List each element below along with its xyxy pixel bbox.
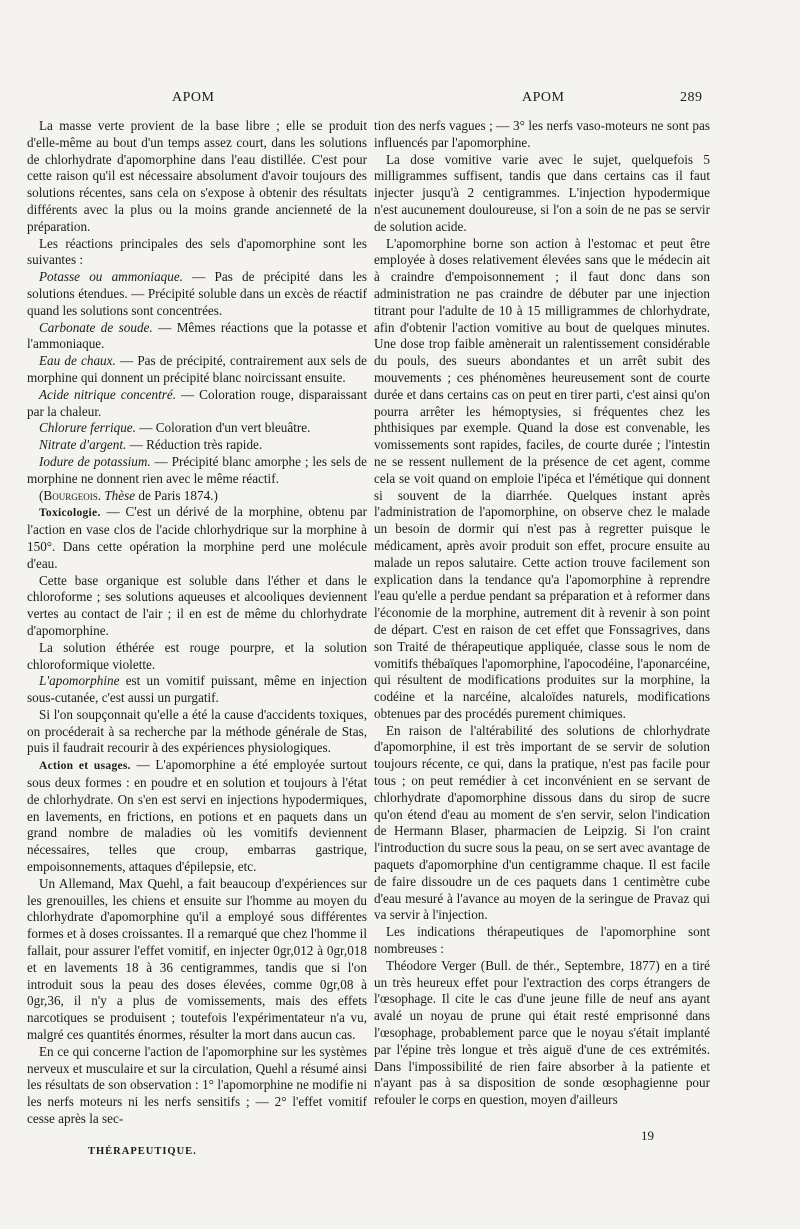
running-head-left: APOM	[172, 90, 215, 105]
lead-term: Eau de chaux.	[39, 353, 116, 369]
paragraph	[27, 504, 367, 572]
paragraph	[27, 488, 367, 505]
paragraph	[27, 118, 367, 236]
paragraph	[374, 723, 710, 925]
paragraph-text: Cette base organique est soluble dans l'éther et dans le chloroforme ; ses solutions aqueuses et alcooliques deviennent vertes au contact de l'air ; il en est de même du chlorhydrate d'apomorphine.	[27, 572, 367, 638]
lead-term: Acide nitrique concentré.	[39, 386, 177, 402]
paragraph-text: est un vomitif puissant, même en injection sous-cutanée, c'est aussi un purgatif.	[27, 673, 367, 706]
paragraph	[27, 640, 367, 674]
paragraph-text: La masse verte provient de la base libre ; elle se produit d'elle-même au bout d'un temps assez court, dans les solutions de chlorhydrate d'apomorphine dans l'eau distillée. C'est pour cette raison qu'il est nécessaire absolument d'avoir toujours des solutions récentes, sans cela on s'expose à obtenir des résultats différents avec la plus ou la moins grande ancienneté de la préparation.	[27, 118, 367, 234]
right-column	[374, 118, 710, 1109]
cite-sep: .	[97, 487, 105, 503]
paragraph	[374, 152, 710, 236]
paragraph-text: La dose vomitive varie avec le sujet, quelquefois 5 milligrammes suffisent, tandis que dans certains cas il faut injecter jusqu'à 2 centigrammes. L'injection hypodermique n'est aucunement douloureuse, si l'on a soin de ne pas se servir de solution acide.	[374, 151, 710, 234]
paragraph	[27, 387, 367, 421]
paragraph	[27, 420, 367, 437]
paragraph-text: L'apomorphine borne son action à l'estomac et peut être employée à doses relativement élevées sans que le médecin ait à craindre d'empoisonnement ; il faut donc dans son administration ne pas craindre de débuter par une injection titrant pour l'adulte de 10 à 15 milligrammes de chlorhydrate, afin d'obtenir l'action vomitive au bout de quelques minutes. Une dose trop faible amènerait un ralentissement considérable du pouls, des sueurs abondantes et un arrêt subit des mouvements ; ces phénomènes heureusement sont de courte durée et dans certains cas on peut en tirer parti, c'est ainsi qu'on pourra arrêter les hémoptysies, si fréquentes chez les phthisiques par exemple. Quand la dose est convenable, les vomissements sont rapides, faciles, de courte durée ; l'intestin ne se ressent nullement de la présence de cet agent, comme cela se voit quand on emploie l'ipéca et l'émétique qui donnent si souvent de la diarrhée. Quelques instant après l'administration de l'apomorphine, on observe chez le malade un besoin de dormir qui n'est pas à regretter puisque le médicament, après avoir produit son effet, procure ensuite au malade un repos salutaire. Cette action trouve facilement son explication dans la tendance qu'a l'apomorphine à reprendre l'eau qu'elle a perdue pendant sa préparation et à reformer dans l'économie de la morphine, autrement dit à revenir à son point de départ. C'est en raison de cet effet que Fonssagrives, dans son Traité de thérapeutique appliquée, classe sous le nom de vomitifs thébaïques l'apomorphine, l'apocodéine, l'aponarcéine, qui résultent de modifications produites sur la morphine, la codéine et la narcéine, alcaloïdes naturels, modifications obtenues par des procédés purement chimiques.	[374, 235, 710, 721]
paragraph-text: Si l'on soupçonnait qu'elle a été la cause d'accidents toxiques, on procéderait à sa recherche par la méthode générale de Stas, puis il faudrait recourir à des expériences physiologiques.	[27, 706, 367, 756]
paragraph-text: — C'est un dérivé de la morphine, obtenu par l'action en vase clos de l'acide chlorhydrique sur la morphine à 150°. Dans cette opération la morphine perd une molécule d'eau.	[27, 504, 367, 571]
paragraph	[27, 876, 367, 1044]
paragraph	[27, 320, 367, 354]
lead-term: Iodure de potassium.	[39, 453, 151, 469]
section-keyword: Toxicologie.	[39, 507, 101, 520]
paragraph	[374, 236, 710, 723]
paragraph	[374, 118, 710, 152]
paragraph	[27, 437, 367, 454]
lead-term: Carbonate de soude.	[39, 319, 153, 335]
paragraph	[27, 673, 367, 707]
paragraph-text: — Précipité blanc amorphe ; les sels de morphine ne donnent rien avec le même réactif.	[27, 453, 368, 486]
footer-book-title: THÉRAPEUTIQUE.	[88, 1146, 197, 1157]
lead-term: L'apomorphine	[39, 673, 120, 689]
paragraph-text: — Pas de précipité, contrairement aux sels de morphine qui donnent un précipité blanc noircissant ensuite.	[27, 353, 367, 385]
paragraph-text: — Coloration d'un vert bleuâtre.	[135, 420, 311, 436]
paragraph-text: La solution éthérée est rouge pourpre, et la solution chloroformique violette.	[27, 639, 367, 672]
citation-work: Thèse	[104, 487, 136, 503]
paragraph	[27, 269, 367, 319]
left-column	[27, 118, 367, 1128]
citation-author: Bourgeois	[43, 487, 98, 503]
lead-term: Potasse ou ammoniaque.	[39, 269, 183, 285]
paragraph-text: — Pas de précipité dans les solutions étendues. — Précipité soluble dans un excès de réactif quand les solutions sont concentrées.	[27, 269, 367, 318]
paragraph	[27, 236, 367, 270]
paragraph	[27, 454, 367, 488]
paragraph	[374, 958, 710, 1109]
section-keyword: Action et usages.	[39, 760, 131, 773]
paragraph-text: En raison de l'altérabilité des solutions de chlorhydrate d'apomorphine, il est très important de se servir de solution toujours récente, ce qui, dans la pratique, n'est pas facile pour tous ; on peut remédier à cet inconvénient en se servant de chlorhydrate d'apomorphine dissous dans du sirop de sucre qu'on étend d'eau au moment de s'en servir, selon l'indication de Hermann Blaser, pharmacien de Leipzig. Si l'on craint l'introduction du sucre sous la peau, on se sert avec avantage de paquets d'apomorphine d'un centigramme chaque. Il est facile de faire dissoudre un de ces paquets dans 1 centimètre cube d'eau mesuré à l'avance au moyen de la seringue de Pravaz qui va servir à l'injection.	[374, 722, 710, 923]
paragraph-text: — Réduction très rapide.	[126, 437, 263, 453]
paragraph-text: — Mêmes réactions que la potasse et l'ammoniaque.	[27, 319, 367, 352]
cite-close: de Paris 1874.)	[135, 487, 218, 503]
running-head-right: APOM	[522, 90, 565, 105]
paragraph	[27, 353, 367, 387]
paragraph	[27, 757, 367, 876]
paragraph-text: — Coloration rouge, disparaissant par la chaleur.	[27, 386, 367, 419]
lead-term: Nitrate d'argent.	[39, 437, 127, 453]
page-number: 289	[680, 90, 703, 105]
paragraph-text: Les réactions principales des sels d'apomorphine sont les suivantes :	[27, 235, 367, 268]
paragraph	[27, 573, 367, 640]
paragraph-text: En ce qui concerne l'action de l'apomorphine sur les systèmes nerveux et musculaire et sur la circulation, Quehl a résumé ainsi les résultats de son observation : 1° l'apomorphine ne modifie ni les nerfs moteurs ni les nerfs sensitifs ; — 2° l'effet vomitif cesse après la sec-	[27, 1043, 367, 1127]
cite-open: (	[39, 487, 44, 503]
paragraph	[27, 707, 367, 757]
paragraph-text: Un Allemand, Max Quehl, a fait beaucoup d'expériences sur les grenouilles, les chiens et ensuite sur l'homme au moyen du chlorhydrate d'apomorphine qu'il a employé sous différentes formes et à doses croissantes. Il a remarqué que chez l'homme il fallait, pour assurer l'effet vomitif, en injecter 0gr,012 à 0gr,018 et en lavements 18 à 36 centigrammes, tandis que si l'on introduit sous la peau des doses élevées, comme 0gr,08 à 0gr,36, il n'y a plus de vomissements, mais des effets narcotiques se produisent ; toutefois l'expérimentateur n'a vu, malgré ces quantités énormes, résulter la mort dans aucun cas.	[27, 875, 367, 1043]
paragraph-text: Les indications thérapeutiques de l'apomorphine sont nombreuses :	[374, 924, 710, 957]
paragraph-text: Théodore Verger (Bull. de thér., Septembre, 1877) en a tiré un très heureux effet pour l'extraction des corps étrangers de l'œsophage. Il cite le cas d'une jeune fille de neuf ans ayant avalé un noyau de prune qui était resté emprisonné dans l'œsophage, probablement parce que le noyau s'était implanté par l'épine très longue et très aiguë d'une de ces extrémités. Dans l'impossibilité de rien faire absorber à la patiente et n'ayant pas à sa disposition de sonde œsophagienne pour refouler le corps en question, moyen d'ailleurs	[374, 957, 710, 1108]
paragraph-text: — L'apomorphine a été employée surtout sous deux formes : en poudre et en solution et toujours à l'état de chlorhydrate. On s'en est servi en injections hypodermiques, en lavements, en frictions, en potions et en paquets dans un grand nombre de maladies où les vomitifs deviennent nécessaires, telles que croup, embarras gastrique, empoisonnements, attaques d'épilepsie, etc.	[27, 757, 367, 875]
paragraph-text: tion des nerfs vagues ; — 3° les nerfs vaso-moteurs ne sont pas influencés par l'apomorphine.	[374, 118, 710, 150]
paragraph	[27, 1044, 367, 1128]
lead-term: Chlorure ferrique.	[39, 420, 136, 436]
signature-mark: 19	[641, 1128, 654, 1143]
paragraph	[374, 924, 710, 958]
